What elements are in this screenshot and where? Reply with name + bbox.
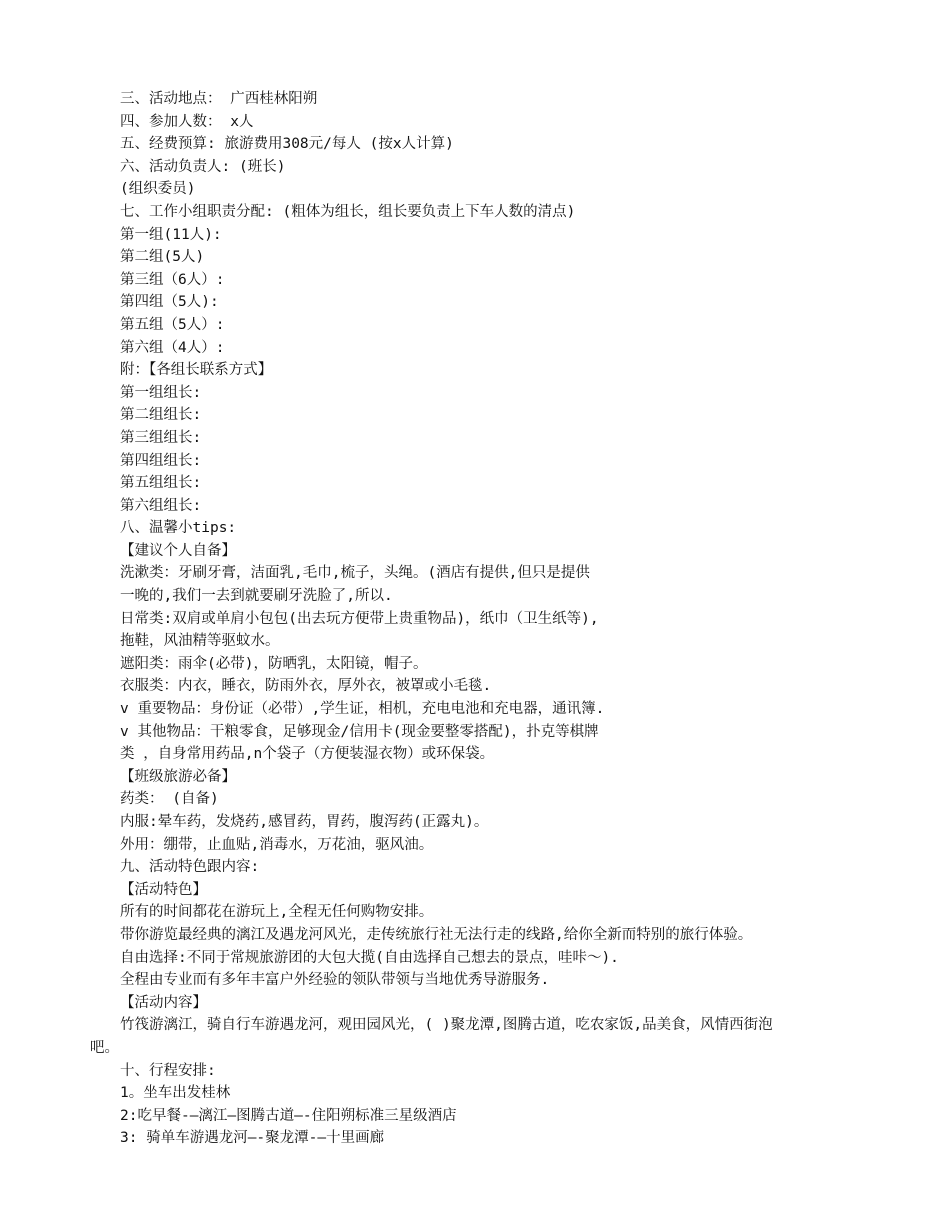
text-line: 1。坐车出发桂林 xyxy=(120,1085,231,1102)
text-line: 八、温馨小tips: xyxy=(120,520,237,537)
text-line: 日常类:双肩或单肩小包包(出去玩方便带上贵重物品)，纸巾（卫生纸等), xyxy=(120,610,599,627)
text-line: 十、行程安排: xyxy=(120,1062,216,1079)
text-line: 第六组组长: xyxy=(120,497,202,514)
text-line: 2:吃早餐-—漓江—图腾古道—-住阳朔标准三星级酒店 xyxy=(120,1107,457,1124)
text-line: 遮阳类：雨伞(必带)，防晒乳，太阳镜，帽子。 xyxy=(120,655,428,672)
text-line: 3: 骑单车游遇龙河—-聚龙潭-—十里画廊 xyxy=(120,1130,385,1147)
text-line: 带你游览最经典的漓江及遇龙河风光，走传统旅行社无法行走的线路,给你全新而特别的旅行体验。 xyxy=(120,926,753,943)
text-line: 全程由专业而有多年丰富户外经验的领队带领与当地优秀导游服务. xyxy=(120,972,550,989)
text-line: 所有的时间都花在游玩上,全程无任何购物安排。 xyxy=(120,904,434,921)
text-line: 四、参加人数： x人 xyxy=(120,113,254,130)
activity-content-paragraph-first-line: 竹筏游漓江，骑自行车游遇龙河，观田园风光，( )聚龙潭,图腾古道，吃农家饭,品美食，风情西街泡 xyxy=(120,1017,773,1034)
text-line: 附：【各组长联系方式】 xyxy=(120,362,273,379)
text-line: 九、活动特色跟内容: xyxy=(120,859,260,876)
text-line: 内服:晕车药，发烧药,感冒药，胃药，腹泻药(正露丸)。 xyxy=(120,814,489,830)
text-line: 第一组组长: xyxy=(120,384,202,401)
text-line: 第二组(5人) xyxy=(120,249,205,266)
text-line: 自由选择:不同于常规旅游团的大包大揽(自由选择自己想去的景点，哇咔～). xyxy=(120,949,619,966)
text-line: 第四组组长: xyxy=(120,452,202,469)
text-line: 【活动特色】 xyxy=(120,881,207,898)
text-line: v 其他物品：干粮零食，足够现金/信用卡(现金要整零搭配)，扑克等棋牌 xyxy=(120,723,599,740)
text-line: 拖鞋，风油精等驱蚊水。 xyxy=(120,633,280,650)
text-line: 第三组组长: xyxy=(120,429,202,446)
hanging-text: 吧。 xyxy=(90,1039,119,1056)
text-line: 第五组组长: xyxy=(120,475,202,492)
text-line: 一晚的,我们一去到就要刷牙洗脸了,所以. xyxy=(120,588,393,605)
text-line: 【班级旅游必备】 xyxy=(120,768,236,785)
text-line: 【建议个人自备】 xyxy=(120,542,236,559)
text-line: 五、经费预算: 旅游费用308元/每人 (按x人计算) xyxy=(120,136,454,153)
text-line: 三、活动地点： 广西桂林阳朔 xyxy=(120,91,318,107)
text-line: 七、工作小组职责分配: (粗体为组长，组长要负责上下车人数的清点) xyxy=(120,203,576,220)
text-line: 六、活动负责人: (班长) xyxy=(120,158,286,175)
text-line: 第四组（5人): xyxy=(120,294,219,311)
text-line: 第二组组长: xyxy=(120,407,202,424)
text-line: 洗漱类：牙刷牙膏，洁面乳,毛巾,梳子，头绳。(酒店有提供,但只是提供 xyxy=(120,565,590,582)
text-line: v 重要物品：身份证（必带）,学生证，相机，充电电池和充电器，通讯簿. xyxy=(120,701,605,718)
text-line: 第五组（5人）: xyxy=(120,316,225,333)
document-body xyxy=(90,88,860,1150)
text-line: 外用：绷带，止血贴,消毒水，万花油，驱风油。 xyxy=(120,836,434,853)
text-line: (组织委员) xyxy=(120,181,196,198)
text-line: 衣服类：内衣，睡衣，防雨外衣，厚外衣，被罩或小毛毯. xyxy=(120,678,492,695)
text-line: 类 ，自身常用药品,n个袋子（方便装湿衣物）或环保袋。 xyxy=(120,746,495,763)
text-line: 第一组(11人): xyxy=(120,226,222,243)
text-line: 药类： (自备) xyxy=(120,791,219,808)
text-line: 【活动内容】 xyxy=(120,994,207,1011)
text-line: 第三组（6人）: xyxy=(120,271,225,288)
text-line: 第六组（4人）: xyxy=(120,339,225,356)
activity-content-paragraph-continuation xyxy=(90,1037,860,1060)
